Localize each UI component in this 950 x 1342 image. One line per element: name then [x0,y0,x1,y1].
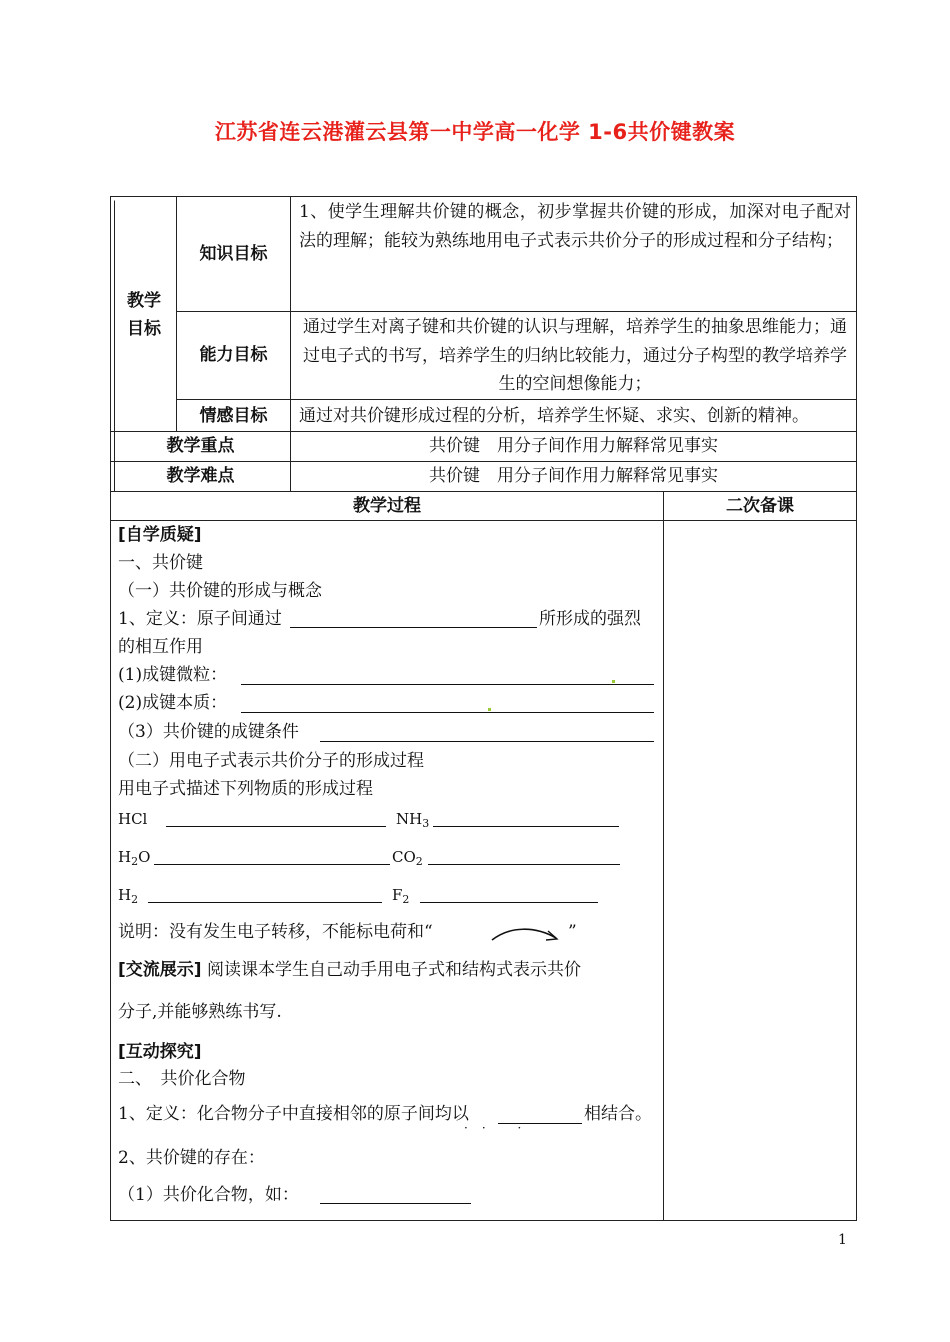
section2-example-blank[interactable] [320,1203,471,1204]
definition-end: 所形成的强烈 [539,609,641,629]
note-text: 说明：没有发生电子转移，不能标电荷和“ [118,922,433,942]
section2-def-end: 相结合。 [584,1104,652,1124]
side-header: 二次备课 [726,496,794,516]
bond-condition-label: （3）共价键的成键条件 [118,722,299,742]
section1-title: 一、共价键 [118,553,203,573]
interact-label: [互动探究] [118,1042,202,1062]
bond-condition-blank[interactable] [320,741,654,742]
ability-text [299,313,851,399]
f2-blank[interactable] [420,902,598,903]
emphasis-dots: ·· · [464,1121,536,1135]
h2-sub: 2 [131,893,139,906]
h2o-blank[interactable] [154,864,390,865]
co2-sub: 2 [415,855,423,868]
process-header: 教学过程 [353,496,421,516]
note-close-quote: ” [568,922,577,942]
document-title: 江苏省连云港灌云县第一中学高一化学 1-6共价键教案 [214,120,736,144]
knowledge-label: 知识目标 [199,244,268,264]
h2o-o: O [138,848,151,866]
co2-blank[interactable] [428,864,620,865]
objectives-group-label-text: 教学目标 [127,291,161,339]
nh3-blank[interactable] [433,826,619,827]
section1-sub1: （一）共价键的形成与概念 [118,581,322,601]
emotion-label: 情感目标 [199,406,268,426]
bond-particles-label: (1)成键微粒： [118,665,228,685]
knowledge-text: 1、使学生理解共价键的概念，初步掌握共价键的形成，加深对电子配对法的理解；能较为熟练地用电子式表示共价分子的形成过程和分子结构； [299,202,851,251]
exchange-label: [交流展示] [118,960,202,980]
section1-sub2: （二）用电子式表示共价分子的形成过程 [118,751,424,771]
formula-co2 [392,843,423,876]
ability-label: 能力目标 [199,345,268,365]
ability-text-content: 通过学生对离子键和共价键的认识与理解，培养学生的抽象思维能力；通过电子式的书写，培养学生的归纳比较能力，通过分子构型的教学培养学生的空间想像能力； [303,317,847,394]
bond-particles-blank[interactable] [241,684,654,685]
h2-base: H [118,886,132,904]
formula-hcl: HCl [118,810,148,828]
nh3-sub: 3 [422,817,430,830]
exchange-text-cont: 分子,并能够熟练书写. [118,1002,282,1022]
exchange-row [118,956,581,984]
definition-blank[interactable] [290,627,537,628]
objectives-group-label [118,287,170,343]
nh3-base: NH [396,810,423,828]
definition-cont: 的相互作用 [118,637,203,657]
definition-start: 1、定义：原子间通过 [118,609,282,629]
formula-h2 [118,881,138,914]
h2o-sub: 2 [131,855,139,868]
bond-essence-blank[interactable] [241,712,654,713]
formula-h2o [118,843,150,876]
difficulty-text: 共价键 用分子间作用力解释常见事实 [429,466,718,486]
marker-dot-2 [488,708,491,711]
f2-sub: 2 [402,893,410,906]
describe-instruction: 用电子式描述下列物质的形成过程 [118,779,373,799]
curved-arrow-icon [492,929,556,940]
key-point-text: 共价键 用分子间作用力解释常见事实 [429,436,718,456]
section2-example: （1）共价化合物，如： [118,1185,299,1205]
key-point-label: 教学重点 [166,436,235,456]
h2-blank[interactable] [148,902,382,903]
self-study-label: [自学质疑] [118,525,202,545]
section2-def-start: 1、定义：化合物分子中直接相邻的原子间均以 [118,1104,469,1124]
co2-base: CO [392,848,416,866]
emotion-text: 通过对共价键形成过程的分析，培养学生怀疑、求实、创新的精神。 [299,406,809,426]
exchange-text: 阅读课本学生自己动手用电子式和结构式表示共价 [201,960,581,980]
formula-nh3 [396,805,429,838]
section2-existence: 2、共价键的存在： [118,1148,265,1168]
f2-base: F [392,886,403,904]
page-number: 1 [838,1232,847,1248]
bond-essence-label: (2)成键本质： [118,693,228,713]
section2-title: 二、 共价化合物 [118,1069,246,1089]
hcl-blank[interactable] [166,826,386,827]
marker-dot [612,680,615,683]
difficulty-label: 教学难点 [166,466,235,486]
formula-f2 [392,881,409,914]
h2o-h: H [118,848,132,866]
